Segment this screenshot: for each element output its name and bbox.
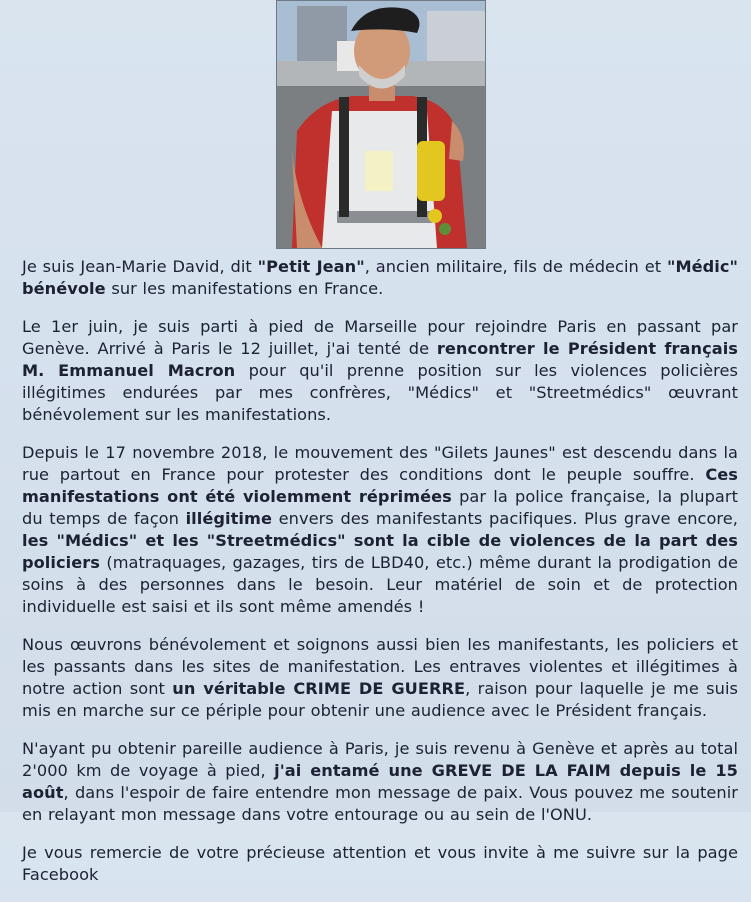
letter-body <box>22 256 738 902</box>
bold-text-run: j'ai entamé une GREVE DE LA FAIM depuis le 15 août <box>22 761 738 802</box>
text-run: , dans l'espoir de faire entendre mon message de paix. Vous pouvez me soutenir en relayant mon message dans votre entourage ou au sein de l'ONU. <box>22 783 738 824</box>
text-run: Nous œuvrons bénévolement et soignons aussi bien les manifestants, les policiers et les passants dans les sites de manifestation. Les entraves violentes et illégitimes à notre action sont <box>22 635 738 698</box>
text-run: par la police française, la plupart du temps de façon <box>22 487 738 528</box>
paragraph-gilets-jaunes <box>22 442 738 618</box>
paragraph-intro <box>22 256 738 300</box>
paragraph-journey <box>22 316 738 426</box>
text-run: sur les manifestations en France. <box>105 279 384 298</box>
paragraph-thanks <box>22 842 738 886</box>
text-run: (matraquages, gazages, tirs de LBD40, etc.) même durant la prodigation de soins à des personnes dans le besoin. Leur matériel de soin et de protection individuelle est saisi et ils sont même amendés ! <box>22 553 738 616</box>
bold-text-run: Ces manifestations ont été violemment réprimées <box>22 465 738 506</box>
portrait-photo <box>276 0 486 249</box>
text-run: Depuis le 17 novembre 2018, le mouvement des "Gilets Jaunes" est descendu dans la rue partout en France pour protester des conditions dont le peuple souffre. <box>22 443 738 484</box>
bold-text-run: rencontrer le Président français M. Emmanuel Macron <box>22 339 738 380</box>
text-run: pour qu'il prenne position sur les violences policières illégitimes endurées par mes confrères, "Médics" et "Streetmédics" œuvrant bénévolement sur les manifestations. <box>22 361 738 424</box>
bold-text-run: "Petit Jean" <box>257 257 365 276</box>
bold-text-run: les "Médics" et les "Streetmédics" sont la cible de violences de la part des policiers <box>22 531 738 572</box>
paragraph-volunteer <box>22 634 738 722</box>
bold-text-run: un véritable CRIME DE GUERRE <box>172 679 466 698</box>
text-run: Je suis Jean-Marie David, dit <box>22 257 258 276</box>
bold-text-run: illégitime <box>185 509 272 528</box>
text-run: Le 1er juin, je suis parti à pied de Marseille pour rejoindre Paris en passant par Genève. Arrivé à Paris le 12 juillet, j'ai tenté de <box>22 317 738 358</box>
paragraph-hunger-strike <box>22 738 738 826</box>
person-portrait-icon <box>277 1 485 248</box>
text-run: envers des manifestants pacifiques. Plus grave encore, <box>271 509 738 528</box>
bold-text-run: "Médic" bénévole <box>22 257 739 298</box>
text-run: , ancien militaire, fils de médecin et <box>364 257 667 276</box>
text-run: N'ayant pu obtenir pareille audience à Paris, je suis revenu à Genève et après au total 2'000 km de voyage à pied, <box>22 739 738 780</box>
text-run: , raison pour laquelle je me suis mis en marche sur ce périple pour obtenir une audience avec le Président français. <box>22 679 738 720</box>
text-run: Je vous remercie de votre précieuse attention et vous invite à me suivre sur la page Facebook <box>22 843 738 884</box>
